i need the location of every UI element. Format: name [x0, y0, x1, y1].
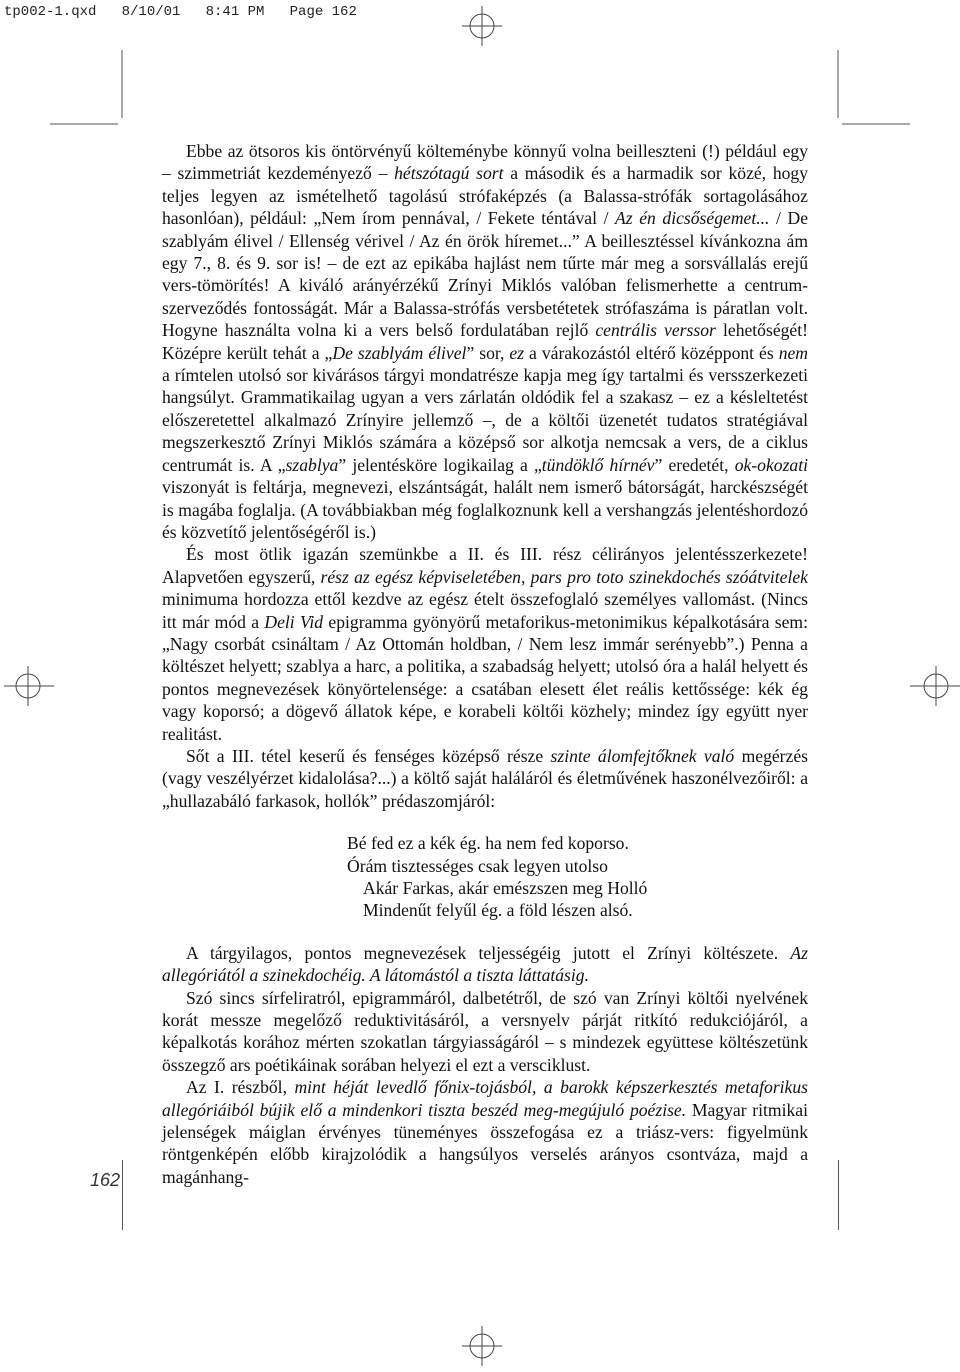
paragraph [162, 987, 808, 1077]
poem-quote [347, 832, 808, 922]
registration-mark-top [462, 6, 502, 46]
crop-line-right-bottom [838, 1160, 839, 1230]
poem-line: Mindenűt felyűl ég. a föld lészen alsó. [363, 900, 633, 921]
text-run: ” eredetét, [654, 454, 735, 475]
page-number: 162 [90, 1170, 121, 1190]
print-header: tp002-1.qxd 8/10/01 8:41 PM Page 162 [4, 4, 357, 20]
crop-mark-top-right [830, 0, 960, 130]
paragraph [162, 942, 808, 987]
text-run: És most ötlik igazán szemünkbe a II. és III. rész célirányos jelentésszerkezete! Alapvetően egyszerű, [162, 544, 808, 587]
text-run: ” sor, [466, 342, 510, 363]
poem-line: Órám tisztességes csak legyen utolso [347, 855, 608, 876]
poem-line: Bé fed ez a kék ég. ha nem fed koporso. [347, 833, 629, 854]
text-run: Szó sincs sírfeliratról, epigrammáról, dalbetétről, de szó van Zrínyi költői nyelvének korát messze megelőző reduktivitásáról, a versnyelv párját ritkító redukciójáról, a képalkotás korához mérten szokatlan tárgyiasságáról – s mindezek együttese költészetünk összegző ars poétikáinak sorában helyezi el ezt a versciklust. [162, 987, 808, 1075]
registration-mark-right [910, 666, 960, 706]
italic-run: Az én dicsőségemet... [615, 208, 770, 229]
italic-run: centrális verssor [595, 320, 716, 341]
text-run: megérzés (vagy veszélyérzet kidalolása?...) a költő saját haláláról és életművének haszonélvezőiről: a „hullazabáló farkasok, hollók” prédaszomjáról: [162, 745, 808, 811]
text-run: minimuma hordozza ettől kezdve az egész ételt összefoglaló személyes vallomást. (Nincs itt már mód a [162, 589, 808, 632]
text-run: A tárgyilagos, pontos megnevezések teljességéig jutott el Zrínyi költészete. [186, 942, 791, 963]
italic-run: De szablyám élivel [332, 342, 467, 363]
text-run: ” jelentésköre logikailag a „ [338, 454, 542, 475]
text-run: / De szablyám élivel / Ellenség vérivel / Az én örök híremet...” A beillesztéssel kívánkozna ám egy 7., 8. és 9. sor is! – de ezt az epikába hajlást nem tűrte már meg a sorsvállalás erejű vers-tömörítés! A kiváló arányérzékű Zrínyi Miklós valóban felismerhette a centrum-szerveződés fontosságát. Már a Balassa-strófás versbetétetek strófaszáma is páratlan volt. Hogyne használta volna ki a vers belső fordulatában rejlő [162, 208, 808, 341]
italic-run: szablya [285, 454, 339, 475]
italic-run: mint héját levedlő főnix-tojásból, a barokk képszerkesztés metaforikus allegóriáiból bújik elő a mindenkori tiszta beszéd meg-megújuló poézise. [162, 1077, 809, 1120]
italic-run: Deli Vid [264, 611, 324, 632]
registration-mark-bottom [462, 1326, 502, 1366]
text-run: Az I. részből, [186, 1077, 295, 1098]
paragraph [162, 543, 808, 745]
paragraph [162, 745, 808, 812]
italic-run: rész az egész képviseletében, pars pro toto szinekdochés szóátvitelek [320, 566, 808, 587]
text-run: epigramma gyönyörű metaforikus-metonimikus képalkotására sem: „Nagy csorbát csináltam / Az Ottomán holdban, / Nem lesz immár serényebb”.) Penna a költészet helyett; szablya a harc, a politika, a szabadság helyett; utolsó óra a halál helyett és pontos megnevezések könyörtelensége: a csatában elesett élet reális kettőssége: kék ég vagy koporsó; a dögevő állatok képe, e korabeli költői közhely; mindez így együtt nyer realitást. [162, 611, 808, 744]
text-run: Ebbe az ötsoros kis öntörvényű költeménybe könnyű volna beilleszteni (!) például egy – szimmetriát kezdeményező – [162, 141, 808, 184]
paragraph [162, 1076, 808, 1188]
italic-run: tündöklő hírnév [541, 454, 655, 475]
text-run: a rímtelen utolsó sor kivárásos tárgyi mondatrésze kapja meg így tartalmi és versszerkezeti hangsúlyt. Grammatikailag ugyan a vers zárlatán oldódik fel a szakasz – ez a késleltetést előszeretettel alkalmazó Zrínyire jellemző –, de a költői üzenetét tudatos stratégiával megszerkesztő Zrínyi Miklós számára a középső sor alkotja nemcsak a vers, de a ciklus centrumát is. A „ [162, 365, 808, 475]
text-run: Sőt a III. tétel keserű és fenséges középső része [186, 745, 551, 766]
registration-mark-left [4, 666, 54, 706]
paragraphs-before-poem [162, 140, 808, 812]
paragraphs-after-poem [162, 942, 808, 1188]
paragraph [162, 140, 808, 543]
italic-run: szinte álomfejtőknek való [550, 745, 735, 766]
crop-mark-top-left [0, 0, 130, 130]
text-run: lehetőségét! Középre került tehát a „ [162, 320, 808, 363]
italic-run: hétszótagú sort [394, 163, 504, 184]
italic-run: nem [778, 342, 808, 363]
text-run: a várakozástól eltérő középpont és [524, 342, 779, 363]
italic-run: ok-okozati [734, 454, 808, 475]
body-text [162, 140, 808, 1188]
text-run: a második és a harmadik sor közé, hogy teljes legyen az ismételhető tagolású strófaképzés (a Balassa-strófák sortagolásához hasonlóan), például: „Nem írom pennával, / Fekete téntával / [162, 163, 809, 229]
text-run: viszonyát is feltárja, megnevezi, elszántságát, halált nem ismerő bátorságát, harckészségét is magába foglalja. (A továbbiakban még foglalkoznunk kell a vershangzás jelentéshordozó és közvetítő jelentőségéről is.) [162, 477, 808, 542]
italic-run: ez [509, 342, 525, 363]
poem-line: Akár Farkas, akár emészszen meg Holló [363, 878, 648, 898]
italic-run: Az allegóriától a szinekdochéig. A látomástól a tiszta láttatásig. [162, 942, 808, 986]
crop-line-left-bottom [122, 1160, 123, 1230]
text-run: Magyar ritmikai jelenségek máiglan érvényes tüneményes összefogása ez a triász-vers: figyelmünk röntgenképén előbb kirajzolódik a hangsúlyos verselés arányos csontváza, majd a magánhang- [162, 1099, 808, 1187]
